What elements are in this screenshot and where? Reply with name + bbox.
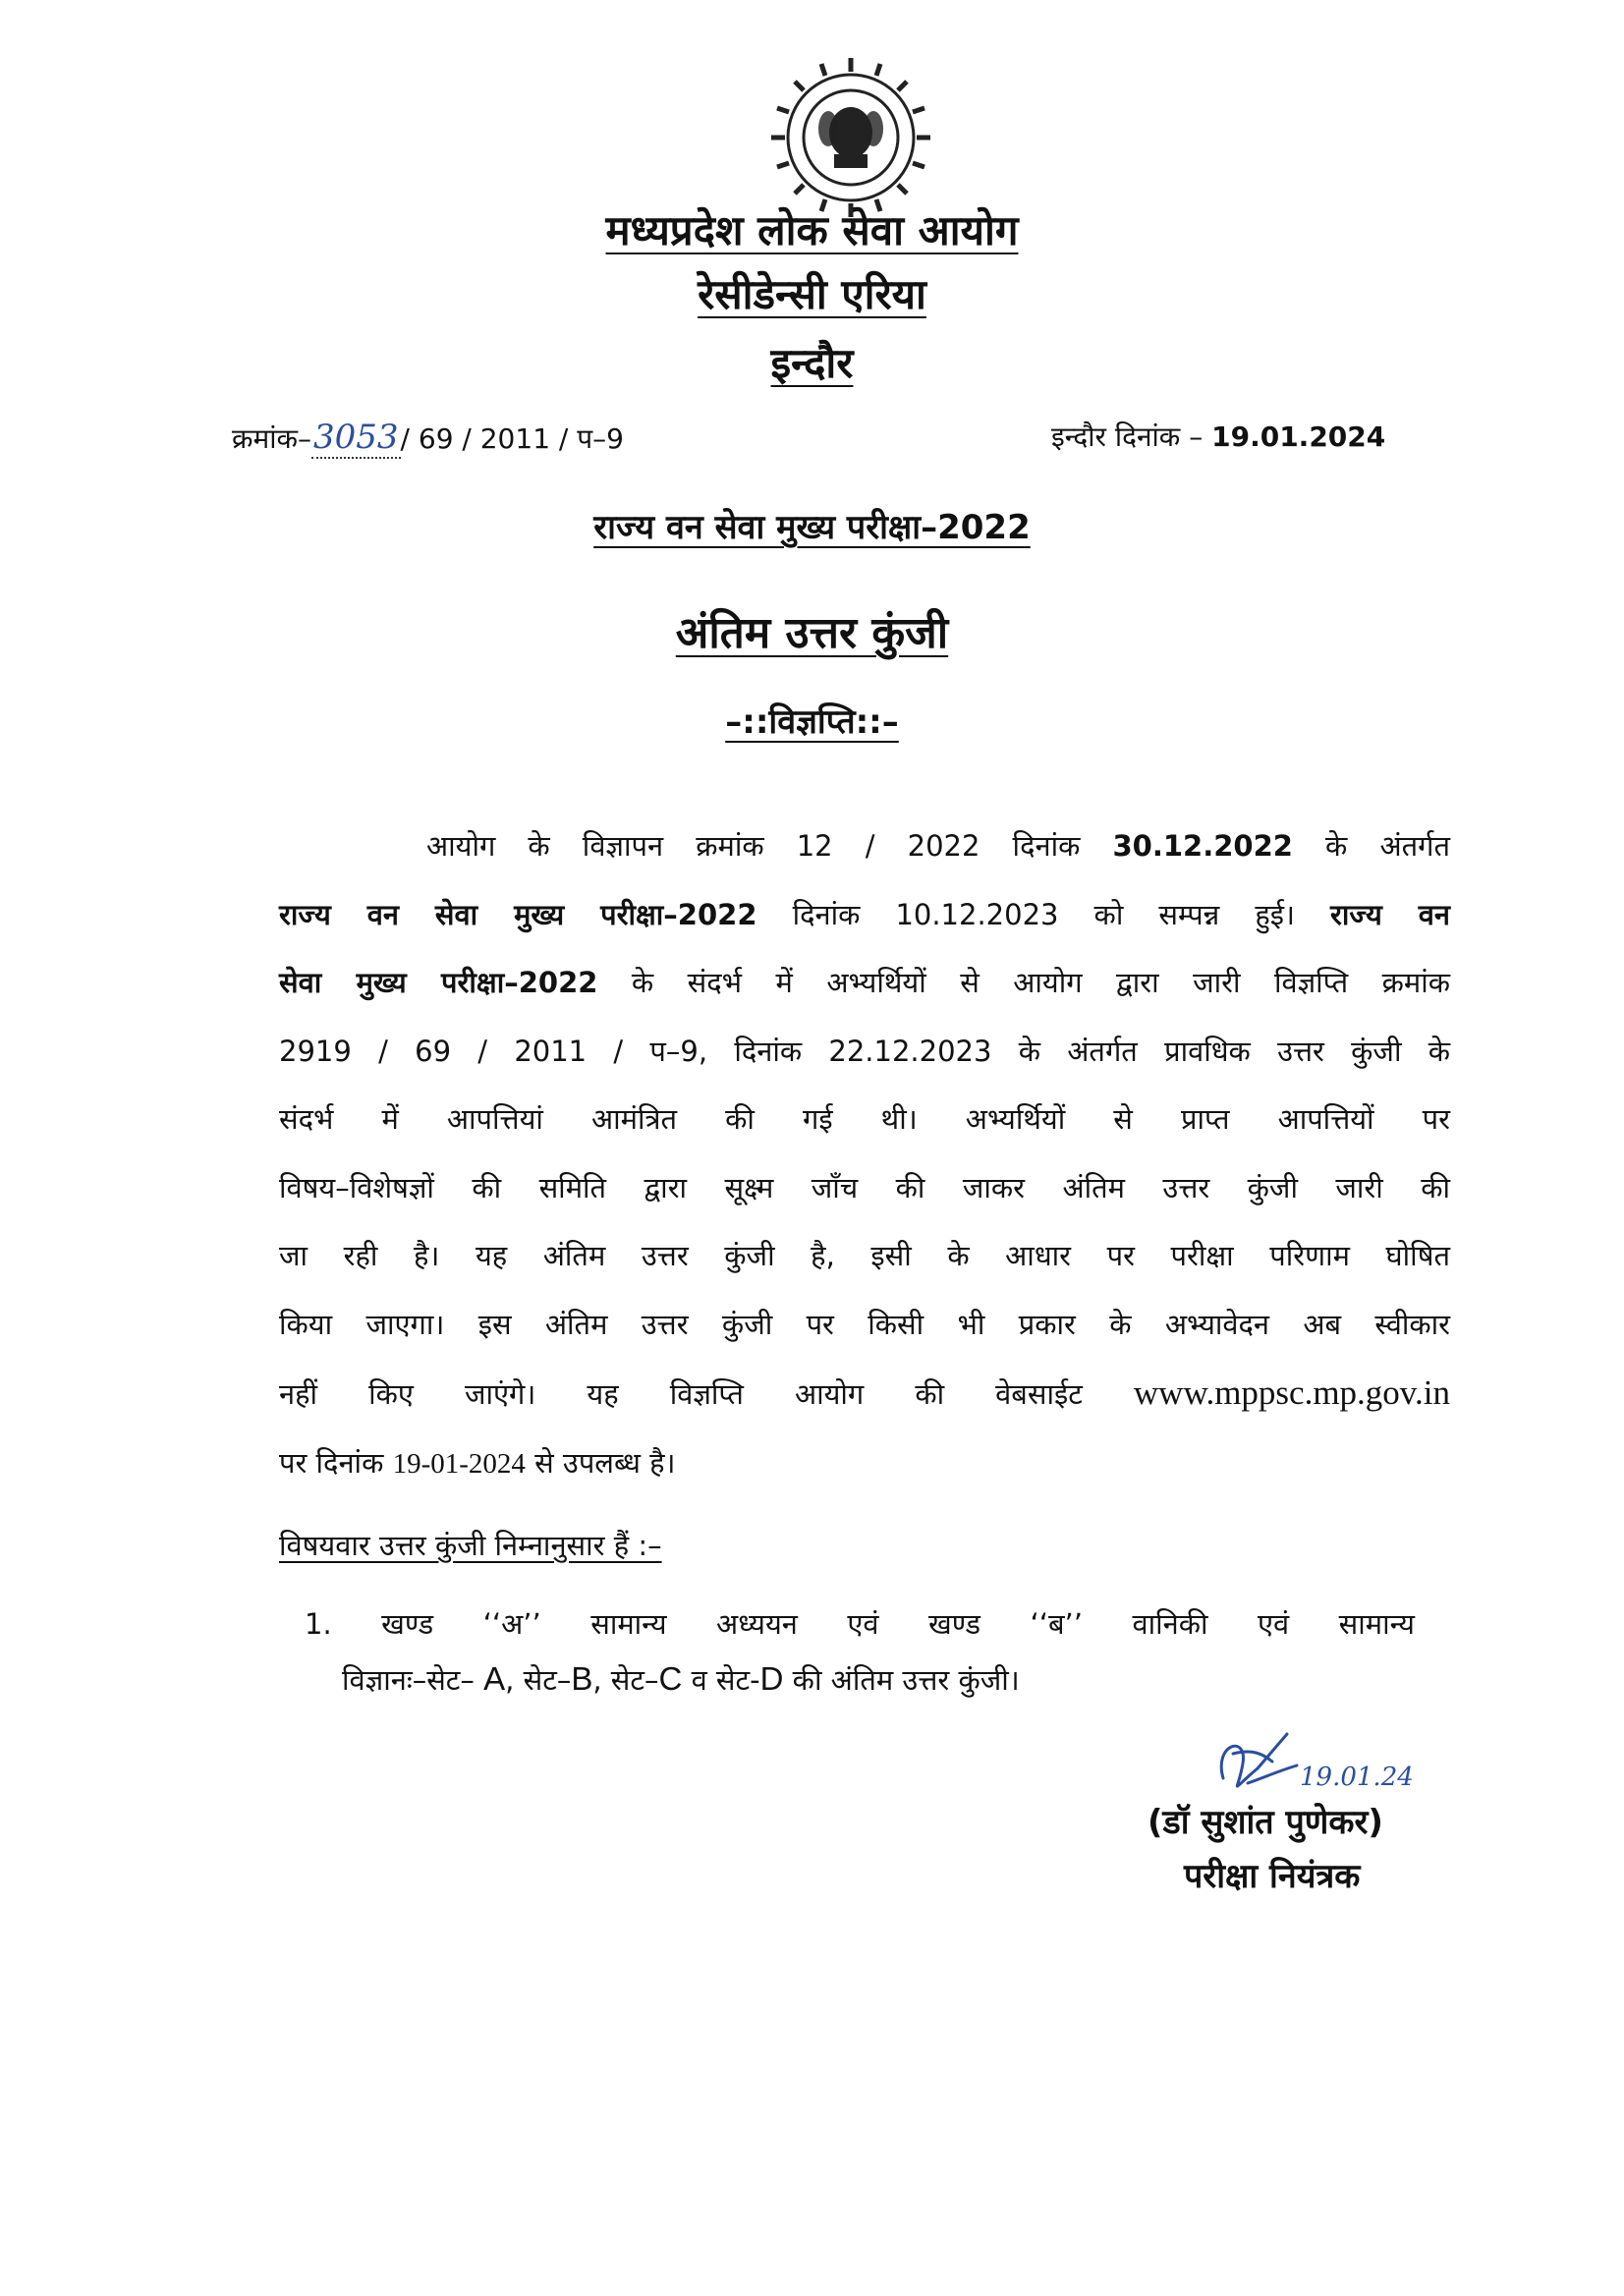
organization-area: रेसीडेन्सी एरिया — [698, 270, 926, 318]
set-label: D — [759, 1660, 784, 1697]
state-emblem-seal-icon — [767, 54, 934, 221]
document-title: अंतिम उत्तर कुंजी — [675, 608, 949, 658]
reference-prefix: क्रमांक– — [232, 422, 312, 455]
paragraph-line — [279, 1429, 1450, 1499]
paragraph-line: किया जाएगा। इस अंतिम उत्तर कुंजी पर किसी भी प्रकार के अभ्यावेदन अब स्वीकार — [279, 1307, 1450, 1341]
website-url: www.mppsc.mp.gov.in — [1133, 1373, 1450, 1412]
list-item-line — [305, 1652, 1415, 1708]
organization-name: मध्यप्रदेश लोक सेवा आयोग — [605, 206, 1019, 254]
set-label: C — [658, 1660, 683, 1697]
text-segment: विज्ञानः–सेट– — [342, 1663, 484, 1697]
text-segment: से उपलब्ध है। — [525, 1445, 676, 1480]
text-segment: के संदर्भ में अभ्यर्थियों से आयोग द्वारा जारी विज्ञप्ति क्रमांक — [597, 966, 1451, 999]
text-segment: दिनांक 10.12.2023 को सम्पन्न हुई। — [756, 897, 1331, 931]
list-item — [305, 1596, 1415, 1708]
list-item-line: 1. खण्ड ‘‘अ’’ सामान्य अध्ययन एवं खण्ड ‘‘ब’’ वानिकी एवं सामान्य — [305, 1607, 1415, 1641]
paragraph-line: 2919 / 69 / 2011 / प–9, दिनांक 22.12.2023 के अंतर्गत प्रावधिक उत्तर कुंजी के — [279, 1034, 1450, 1068]
text-segment: की अंतिम उत्तर कुंजी। — [783, 1663, 1020, 1697]
advertisement-date: 30.12.2022 — [1112, 829, 1293, 863]
reference-handwritten-number: 3053 — [313, 418, 399, 457]
paragraph-line — [279, 881, 1450, 950]
availability-date: 19-01-2024 — [392, 1447, 526, 1480]
notice-paragraph — [279, 812, 1450, 1498]
text-segment: , सेट– — [592, 1663, 659, 1697]
organization-city: इन्दौर — [770, 339, 854, 387]
set-label: B — [571, 1660, 593, 1697]
paragraph-line — [279, 1359, 1450, 1429]
reference-suffix: / 69 / 2011 / प–9 — [400, 422, 624, 455]
text-segment: नहीं किए जाएंगे। यह विज्ञप्ति आयोग की वेबसाईट — [279, 1377, 1134, 1411]
exam-name-bold: सेवा मुख्य परीक्षा–2022 — [279, 966, 598, 999]
exam-name-bold: राज्य वन — [1330, 897, 1450, 931]
text-segment: व सेट- — [682, 1663, 760, 1697]
notice-date: 19.01.2024 — [1211, 420, 1386, 453]
reference-number — [232, 418, 624, 457]
signature-date: 19.01.24 — [1300, 1763, 1414, 1792]
text-segment: के अंतर्गत — [1292, 829, 1450, 863]
text-segment: , सेट– — [505, 1663, 572, 1697]
paragraph-line: संदर्भ में आपत्तियां आमंत्रित की गई थी। अभ्यर्थियों से प्राप्त आपत्तियों पर — [279, 1102, 1450, 1136]
set-label: A — [483, 1660, 506, 1697]
place-date-label: इन्दौर दिनांक – — [1051, 420, 1204, 453]
signatory-name: (डॉ सुशांत पुणेकर) — [1148, 1803, 1383, 1842]
subject-wise-heading: विषयवार उत्तर कुंजी निम्नानुसार हैं :– — [279, 1529, 662, 1562]
paragraph-line — [279, 949, 1450, 1018]
signatory-designation: परीक्षा नियंत्रक — [1184, 1857, 1361, 1896]
text-segment: आयोग के विज्ञापन क्रमांक 12 / 2022 दिनांक — [426, 829, 1113, 863]
text-segment: पर दिनांक — [279, 1445, 393, 1480]
notice-label: –::विज्ञप्ति::– — [725, 702, 899, 742]
paragraph-line — [279, 812, 1450, 881]
exam-name-bold: राज्य वन सेवा मुख्य परीक्षा–2022 — [279, 897, 757, 931]
exam-subject: राज्य वन सेवा मुख्य परीक्षा–2022 — [593, 508, 1031, 547]
place-date — [1051, 418, 1385, 455]
paragraph-line: विषय–विशेषज्ञों की समिति द्वारा सूक्ष्म जाँच की जाकर अंतिम उत्तर कुंजी जारी की — [279, 1170, 1450, 1204]
paragraph-line: जा रही है। यह अंतिम उत्तर कुंजी है, इसी के आधार पर परीक्षा परिणाम घोषित — [279, 1239, 1450, 1272]
